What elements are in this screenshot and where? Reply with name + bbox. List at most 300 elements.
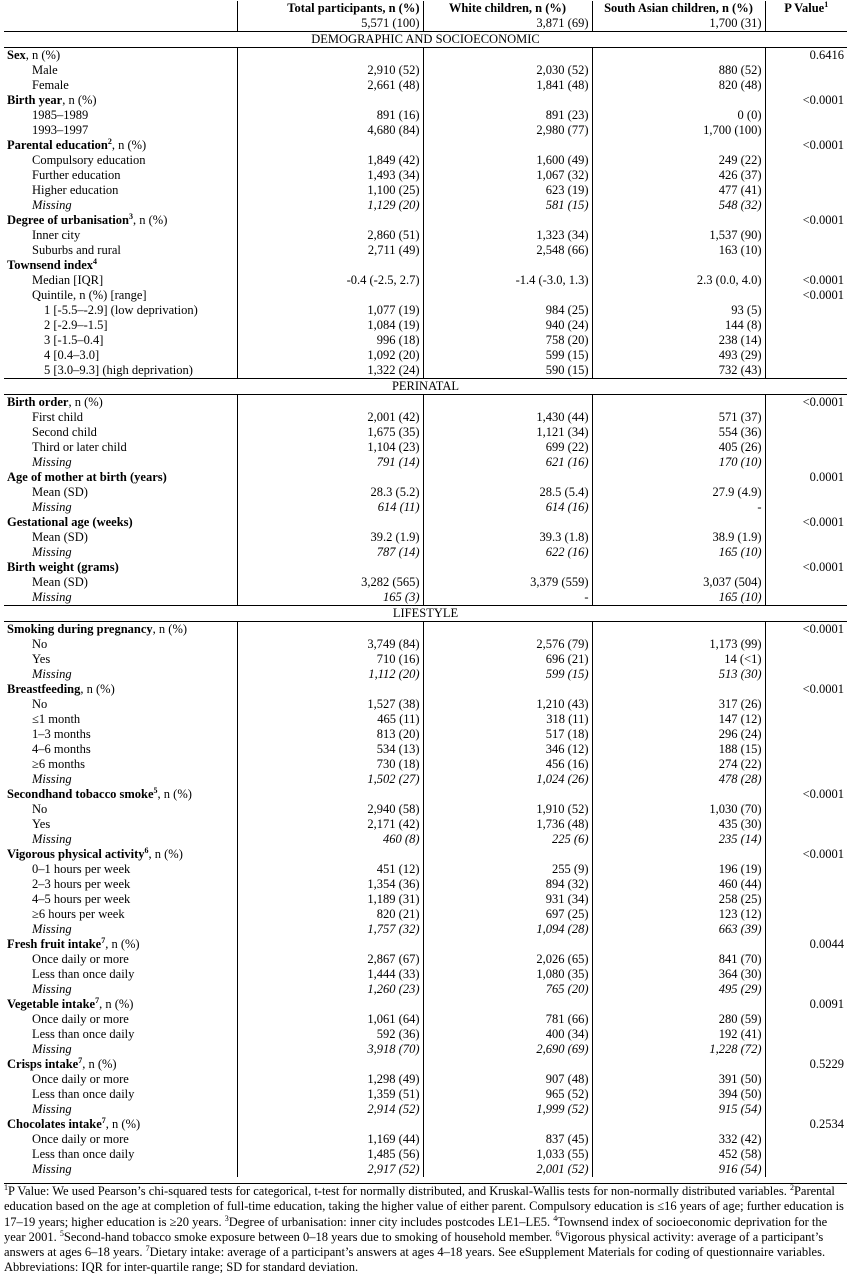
p-value	[765, 1102, 847, 1117]
variable-row	[4, 470, 847, 485]
white-value: 1,024 (26)	[423, 772, 592, 787]
total-value: 1,104 (23)	[237, 440, 423, 455]
row-label: No	[32, 637, 48, 651]
table-row	[4, 637, 847, 652]
p-value	[765, 455, 847, 470]
white-value: 225 (6)	[423, 832, 592, 847]
total-value: 787 (14)	[237, 545, 423, 560]
footnote-number: 6	[555, 1228, 560, 1238]
total-value	[237, 138, 423, 153]
variable-row	[4, 258, 847, 273]
white-value	[423, 1117, 592, 1132]
table-row	[4, 168, 847, 183]
col-header-total: Total participants, n (%)	[237, 1, 423, 16]
table-row	[4, 877, 847, 892]
total-value: 1,359 (51)	[237, 1087, 423, 1102]
south-asian-value	[592, 1057, 765, 1072]
south-asian-n: 1,700 (31)	[592, 16, 765, 32]
south-asian-value: 147 (12)	[592, 712, 765, 727]
white-value: 590 (15)	[423, 363, 592, 379]
total-value: -0.4 (-2.5, 2.7)	[237, 273, 423, 288]
row-label: Further education	[32, 168, 121, 182]
p-value	[765, 832, 847, 847]
south-asian-value: 249 (22)	[592, 153, 765, 168]
row-label: Less than once daily	[32, 967, 135, 981]
footnote-marker: 4	[93, 256, 98, 266]
white-value: 1,736 (48)	[423, 817, 592, 832]
white-value	[423, 258, 592, 273]
p-value	[765, 952, 847, 967]
white-value	[423, 682, 592, 697]
row-label: 2 [-2.9–-1.5]	[44, 318, 108, 332]
row-label: No	[32, 697, 48, 711]
white-value: 599 (15)	[423, 667, 592, 682]
total-value	[237, 48, 423, 64]
variable-row	[4, 48, 847, 64]
total-n: 5,571 (100)	[237, 16, 423, 32]
variable-unit: , n (%)	[68, 395, 103, 409]
total-value: 534 (13)	[237, 742, 423, 757]
row-label: Once daily or more	[32, 952, 129, 966]
white-value: 346 (12)	[423, 742, 592, 757]
row-label	[4, 1117, 237, 1132]
row-label: ≥6 hours per week	[32, 907, 125, 921]
p-value-footnote-marker: 1	[824, 0, 829, 9]
p-value	[765, 500, 847, 515]
total-value: 3,918 (70)	[237, 1042, 423, 1057]
south-asian-value: 258 (25)	[592, 892, 765, 907]
south-asian-value	[592, 787, 765, 802]
p-value: <0.0001	[765, 515, 847, 530]
header-row	[4, 1, 847, 16]
p-value: 0.0044	[765, 937, 847, 952]
p-value	[765, 892, 847, 907]
header-blank-cell	[4, 1, 237, 16]
south-asian-value: 170 (10)	[592, 455, 765, 470]
total-value: 1,675 (35)	[237, 425, 423, 440]
total-value: 996 (18)	[237, 333, 423, 348]
row-label	[4, 258, 237, 273]
south-asian-value: 915 (54)	[592, 1102, 765, 1117]
south-asian-value: 732 (43)	[592, 363, 765, 379]
total-value: 1,061 (64)	[237, 1012, 423, 1027]
row-label	[4, 1057, 237, 1072]
table-row	[4, 652, 847, 667]
south-asian-value: 460 (44)	[592, 877, 765, 892]
row-label: Missing	[32, 922, 72, 936]
white-value: -	[423, 590, 592, 606]
row-label	[4, 682, 237, 697]
variable-name: Birth order	[7, 395, 69, 409]
p-value	[765, 228, 847, 243]
total-value	[237, 682, 423, 697]
p-value	[765, 772, 847, 787]
variable-name: Sex	[7, 48, 26, 62]
table-row	[4, 922, 847, 937]
table-row	[4, 123, 847, 138]
south-asian-value	[592, 48, 765, 64]
white-value: 2,980 (77)	[423, 123, 592, 138]
table-row	[4, 530, 847, 545]
south-asian-value: 880 (52)	[592, 63, 765, 78]
total-value	[237, 787, 423, 802]
row-label	[4, 787, 237, 802]
variable-name: Vigorous physical activity	[7, 847, 145, 861]
row-label	[4, 395, 237, 411]
p-value	[765, 198, 847, 213]
variable-unit: , n (%)	[148, 847, 183, 861]
total-value: 2,910 (52)	[237, 63, 423, 78]
south-asian-value: 548 (32)	[592, 198, 765, 213]
table-row	[4, 1012, 847, 1027]
row-label: Third or later child	[32, 440, 127, 454]
white-value: 1,841 (48)	[423, 78, 592, 93]
variable-name: Birth weight (grams)	[7, 560, 119, 574]
p-value	[765, 168, 847, 183]
p-value: <0.0001	[765, 682, 847, 697]
p-value: <0.0001	[765, 273, 847, 288]
total-value: 891 (16)	[237, 108, 423, 123]
white-value: 255 (9)	[423, 862, 592, 877]
table-row	[4, 1027, 847, 1042]
p-value	[765, 1012, 847, 1027]
total-value	[237, 258, 423, 273]
footnote-marker: 7	[101, 935, 106, 945]
row-label: Missing	[32, 1042, 72, 1056]
south-asian-value	[592, 682, 765, 697]
row-label	[4, 560, 237, 575]
south-asian-value: 144 (8)	[592, 318, 765, 333]
south-asian-value: 571 (37)	[592, 410, 765, 425]
p-value	[765, 727, 847, 742]
south-asian-value: 317 (26)	[592, 697, 765, 712]
row-label: Once daily or more	[32, 1012, 129, 1026]
footnote-number: 7	[145, 1244, 150, 1254]
variable-name: Birth year	[7, 93, 63, 107]
p-value	[765, 425, 847, 440]
white-value	[423, 560, 592, 575]
row-label: Median [IQR]	[32, 273, 104, 287]
row-label: Compulsory education	[32, 153, 146, 167]
row-label: Mean (SD)	[32, 485, 88, 499]
p-value	[765, 303, 847, 318]
variable-unit: , n (%)	[152, 622, 188, 636]
col-header-p-value	[765, 1, 847, 16]
total-value: 813 (20)	[237, 727, 423, 742]
variable-name: Smoking during pregnancy	[7, 622, 153, 636]
row-label: 5 [3.0–9.3] (high deprivation)	[44, 363, 193, 377]
p-value	[765, 1027, 847, 1042]
south-asian-value: 405 (26)	[592, 440, 765, 455]
south-asian-value: -	[592, 500, 765, 515]
white-value: 599 (15)	[423, 348, 592, 363]
white-value	[423, 138, 592, 153]
total-value: 1,298 (49)	[237, 1072, 423, 1087]
table-row	[4, 348, 847, 363]
table-row	[4, 303, 847, 318]
white-value: 1,080 (35)	[423, 967, 592, 982]
table-row	[4, 712, 847, 727]
p-value	[765, 637, 847, 652]
white-value: 623 (19)	[423, 183, 592, 198]
table-row	[4, 742, 847, 757]
south-asian-value	[592, 213, 765, 228]
row-label: Yes	[32, 652, 51, 666]
white-value	[423, 93, 592, 108]
header-blank-cell	[765, 16, 847, 32]
south-asian-value: 663 (39)	[592, 922, 765, 937]
south-asian-value: 916 (54)	[592, 1162, 765, 1177]
white-value: 614 (16)	[423, 500, 592, 515]
south-asian-value: 495 (29)	[592, 982, 765, 997]
white-value: 984 (25)	[423, 303, 592, 318]
p-value: <0.0001	[765, 213, 847, 228]
white-value: 318 (11)	[423, 712, 592, 727]
p-value	[765, 877, 847, 892]
white-value: 940 (24)	[423, 318, 592, 333]
row-label: Inner city	[32, 228, 81, 242]
section-row	[4, 32, 847, 48]
row-label	[4, 93, 237, 108]
total-value: 791 (14)	[237, 455, 423, 470]
south-asian-value	[592, 470, 765, 485]
variable-name: Townsend index	[7, 258, 94, 272]
variable-row	[4, 787, 847, 802]
p-value	[765, 1072, 847, 1087]
total-value: 1,502 (27)	[237, 772, 423, 787]
south-asian-value: 192 (41)	[592, 1027, 765, 1042]
south-asian-value: 478 (28)	[592, 772, 765, 787]
variable-row	[4, 1117, 847, 1132]
white-value	[423, 395, 592, 411]
table-row	[4, 78, 847, 93]
variable-row	[4, 138, 847, 153]
white-value	[423, 213, 592, 228]
white-value: -1.4 (-3.0, 1.3)	[423, 273, 592, 288]
south-asian-value: 27.9 (4.9)	[592, 485, 765, 500]
variable-unit: , n (%)	[62, 93, 97, 107]
total-value	[237, 213, 423, 228]
p-value-label: P Value	[784, 1, 825, 15]
south-asian-value	[592, 997, 765, 1012]
white-value: 758 (20)	[423, 333, 592, 348]
table-row	[4, 500, 847, 515]
south-asian-value: 1,030 (70)	[592, 802, 765, 817]
table-row	[4, 1087, 847, 1102]
table-row	[4, 1102, 847, 1117]
p-value: 0.6416	[765, 48, 847, 64]
variable-name: Secondhand tobacco smoke	[7, 787, 154, 801]
variable-unit: , n (%)	[25, 48, 61, 62]
section-heading: PERINATAL	[4, 379, 847, 395]
total-value: 2,940 (58)	[237, 802, 423, 817]
white-value: 2,576 (79)	[423, 637, 592, 652]
total-value: 2,914 (52)	[237, 1102, 423, 1117]
table-row	[4, 363, 847, 379]
row-label: Female	[32, 78, 69, 92]
section-row	[4, 606, 847, 622]
south-asian-value: 1,700 (100)	[592, 123, 765, 138]
white-value: 1,094 (28)	[423, 922, 592, 937]
table-row	[4, 273, 847, 288]
p-value	[765, 78, 847, 93]
row-label: 4–6 months	[32, 742, 91, 756]
p-value	[765, 1147, 847, 1162]
p-value	[765, 410, 847, 425]
p-value	[765, 742, 847, 757]
table-row	[4, 545, 847, 560]
table-row	[4, 183, 847, 198]
white-value	[423, 515, 592, 530]
footnote-text: Degree of urbanisation: inner city includes postcodes LE1–LE5.	[228, 1214, 554, 1229]
variable-unit: , n (%)	[99, 997, 134, 1011]
total-value: 2,860 (51)	[237, 228, 423, 243]
p-value	[765, 697, 847, 712]
footnote-text: Vigorous physical activity: average of a participant’s answers at ages 6–18 years.	[4, 1229, 824, 1260]
p-value	[765, 440, 847, 455]
row-label: Missing	[32, 832, 72, 846]
white-value: 2,030 (52)	[423, 63, 592, 78]
row-label: Missing	[32, 982, 72, 996]
table-row	[4, 153, 847, 168]
white-value: 622 (16)	[423, 545, 592, 560]
white-value: 2,001 (52)	[423, 1162, 592, 1177]
footnote-number: 5	[59, 1228, 64, 1238]
total-value: 1,084 (19)	[237, 318, 423, 333]
header-blank-cell	[4, 16, 237, 32]
south-asian-value: 3,037 (504)	[592, 575, 765, 590]
row-label	[4, 997, 237, 1012]
row-label: 0–1 hours per week	[32, 862, 131, 876]
p-value	[765, 922, 847, 937]
variable-row	[4, 682, 847, 697]
south-asian-value: 554 (36)	[592, 425, 765, 440]
white-value: 400 (34)	[423, 1027, 592, 1042]
south-asian-value: 426 (37)	[592, 168, 765, 183]
footnote-text: Second-hand tobacco smoke exposure between 0–18 years due to smoking of household member.	[63, 1229, 556, 1244]
footnote-marker: 5	[153, 785, 158, 795]
white-value: 781 (66)	[423, 1012, 592, 1027]
white-value: 765 (20)	[423, 982, 592, 997]
total-value: 451 (12)	[237, 862, 423, 877]
variable-row	[4, 847, 847, 862]
white-value: 517 (18)	[423, 727, 592, 742]
row-label	[4, 622, 237, 638]
variable-unit: , n (%)	[133, 213, 168, 227]
white-value: 907 (48)	[423, 1072, 592, 1087]
white-value: 39.3 (1.8)	[423, 530, 592, 545]
south-asian-value	[592, 138, 765, 153]
table-row	[4, 862, 847, 877]
south-asian-value	[592, 1117, 765, 1132]
variable-unit: , n (%)	[105, 1117, 141, 1131]
total-value: 1,485 (56)	[237, 1147, 423, 1162]
table-row	[4, 425, 847, 440]
row-label	[4, 515, 237, 530]
row-label: 1993–1997	[32, 123, 89, 137]
p-value: <0.0001	[765, 787, 847, 802]
table-row	[4, 892, 847, 907]
table-row	[4, 228, 847, 243]
table-row	[4, 832, 847, 847]
table-row	[4, 967, 847, 982]
table-row	[4, 455, 847, 470]
variable-row	[4, 213, 847, 228]
total-value: 28.3 (5.2)	[237, 485, 423, 500]
p-value	[765, 108, 847, 123]
row-label: Missing	[32, 667, 72, 681]
p-value	[765, 575, 847, 590]
variable-unit: , n (%)	[105, 937, 140, 951]
p-value	[765, 1087, 847, 1102]
total-value: 2,661 (48)	[237, 78, 423, 93]
variable-row	[4, 515, 847, 530]
total-value: 1,077 (19)	[237, 303, 423, 318]
row-label: Less than once daily	[32, 1027, 135, 1041]
footnote-marker: 7	[101, 1115, 106, 1125]
total-value	[237, 470, 423, 485]
p-value	[765, 667, 847, 682]
white-value: 28.5 (5.4)	[423, 485, 592, 500]
variable-row	[4, 997, 847, 1012]
row-label: Suburbs and rural	[32, 243, 121, 257]
variable-unit: , n (%)	[111, 138, 147, 152]
white-value	[423, 1057, 592, 1072]
variable-unit: , n (%)	[157, 787, 192, 801]
footnote-marker: 2	[107, 136, 112, 146]
total-value: 3,749 (84)	[237, 637, 423, 652]
table-row	[4, 575, 847, 590]
row-label: Missing	[32, 590, 72, 604]
row-label: Mean (SD)	[32, 575, 88, 589]
p-value: 0.5229	[765, 1057, 847, 1072]
variable-name: Age of mother at birth (years)	[7, 470, 167, 484]
row-label: Missing	[32, 772, 72, 786]
row-label: Mean (SD)	[32, 530, 88, 544]
table-row	[4, 1147, 847, 1162]
south-asian-value	[592, 622, 765, 638]
row-label	[4, 48, 237, 64]
row-label: Missing	[32, 1102, 72, 1116]
total-value: 592 (36)	[237, 1027, 423, 1042]
total-value: 465 (11)	[237, 712, 423, 727]
south-asian-value: 477 (41)	[592, 183, 765, 198]
white-value: 3,379 (559)	[423, 575, 592, 590]
variable-row	[4, 93, 847, 108]
total-value: 3,282 (565)	[237, 575, 423, 590]
footnote-number: 3	[224, 1213, 229, 1223]
south-asian-value: 235 (14)	[592, 832, 765, 847]
south-asian-value: 123 (12)	[592, 907, 765, 922]
p-value: <0.0001	[765, 395, 847, 411]
white-value: 456 (16)	[423, 757, 592, 772]
south-asian-value: 513 (30)	[592, 667, 765, 682]
south-asian-value: 163 (10)	[592, 243, 765, 258]
p-value: <0.0001	[765, 622, 847, 638]
variable-name: Parental education	[7, 138, 108, 152]
row-label: Once daily or more	[32, 1132, 129, 1146]
south-asian-value: 238 (14)	[592, 333, 765, 348]
south-asian-value: 0 (0)	[592, 108, 765, 123]
white-value	[423, 288, 592, 303]
south-asian-value: 280 (59)	[592, 1012, 765, 1027]
total-value	[237, 1117, 423, 1132]
total-value	[237, 622, 423, 638]
white-value	[423, 937, 592, 952]
p-value	[765, 907, 847, 922]
row-label: 1 [-5.5–-2.9] (low deprivation)	[44, 303, 198, 317]
white-value: 1,430 (44)	[423, 410, 592, 425]
